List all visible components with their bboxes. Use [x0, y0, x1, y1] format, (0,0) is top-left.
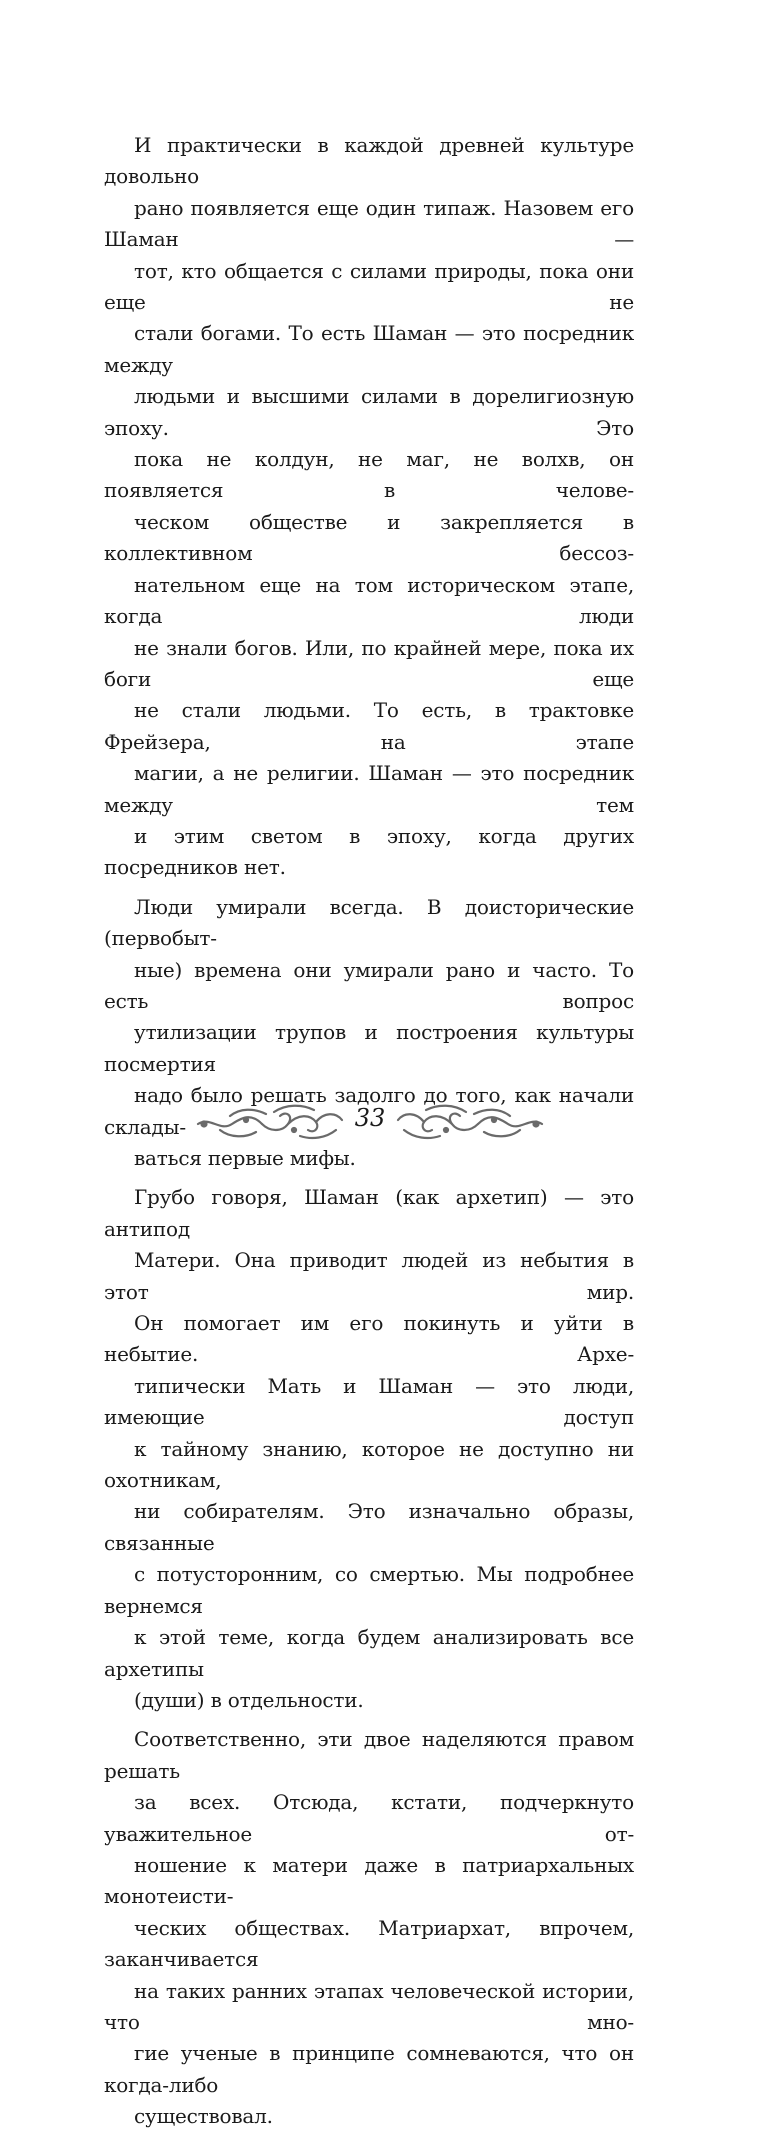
text-line: на таких ранних этапах человеческой истории, что мно- [104, 1978, 634, 2034]
text-line: ческих обществах. Матриархат, впрочем, заканчивается [104, 1915, 634, 1972]
page-number: 33 [354, 1104, 386, 1132]
text-line: ваться первые мифы. [134, 1146, 356, 1170]
text-line: (души) в отдельности. [134, 1687, 364, 1712]
text-line: Люди умирали всегда. В доисторические (первобыт- [104, 894, 634, 951]
text-line: стали богами. То есть Шаман — это посредник между [104, 321, 634, 377]
text-line: ношение к матери даже в патриархальных монотеисти- [104, 1852, 634, 1909]
text-line: ные) времена они умирали рано и часто. То есть вопрос [104, 957, 634, 1013]
text-line: к тайному знанию, которое не доступно ни охотникам, [104, 1436, 634, 1493]
paragraph-4 [104, 1724, 634, 2132]
text-line: и этим светом в эпоху, когда других посредников нет. [104, 823, 634, 880]
paragraph-3 [104, 1182, 634, 1716]
text-line: не стали людьми. То есть, в трактовке Фрейзера, на этапе [104, 698, 634, 754]
text-line: Он помогает им его покинуть и уйти в небытие. Архе- [104, 1311, 634, 1367]
page-footer [190, 1098, 550, 1148]
text-line: с потусторонним, со смертью. Мы подробнее вернемся [104, 1562, 634, 1618]
text-line: утилизации трупов и построения культуры посмертия [104, 1020, 634, 1076]
text-line: ческом обществе и закрепляется в коллективном бессоз- [104, 509, 634, 566]
text-line: типически Мать и Шаман — это люди, имеющие доступ [104, 1373, 634, 1430]
text-line: Матери. Она приводит людей из небытия в этот мир. [104, 1248, 634, 1304]
text-line: надо было решать задолго до того, как начали склады- [104, 1083, 634, 1139]
text-line: существовал. [134, 2104, 273, 2129]
paragraph-1 [104, 130, 634, 884]
text-line: рано появляется еще один типаж. Назовем его Шаман — [104, 195, 634, 252]
text-line: к этой теме, когда будем анализировать все архетипы [104, 1625, 634, 1681]
text-line: нательном еще на том историческом этапе, когда люди [104, 572, 634, 629]
text-line: И практически в каждой древней культуре довольно [104, 133, 634, 189]
text-line: не знали богов. Или, по крайней мере, пока их боги еще [104, 635, 634, 691]
text-line: тот, кто общается с силами природы, пока они еще не [104, 258, 634, 315]
text-line: магии, а не религии. Шаман — это посредник между тем [104, 761, 634, 817]
text-line: за всех. Отсюда, кстати, подчеркнуто уважительное от- [104, 1790, 634, 1846]
text-line: людьми и высшими силами в дорелигиозную эпоху. Это [104, 384, 634, 440]
text-line: гие ученые в принципе сомневаются, что он когда-либо [104, 2041, 634, 2097]
text-line: Соответственно, эти двое наделяются правом решать [104, 1727, 634, 1783]
text-line: пока не колдун, не маг, не волхв, он появляется в челове- [104, 447, 634, 503]
text-line: Грубо говоря, Шаман (как архетип) — это антипод [104, 1185, 634, 1241]
text-line: ни собирателям. Это изначально образы, связанные [104, 1499, 634, 1555]
